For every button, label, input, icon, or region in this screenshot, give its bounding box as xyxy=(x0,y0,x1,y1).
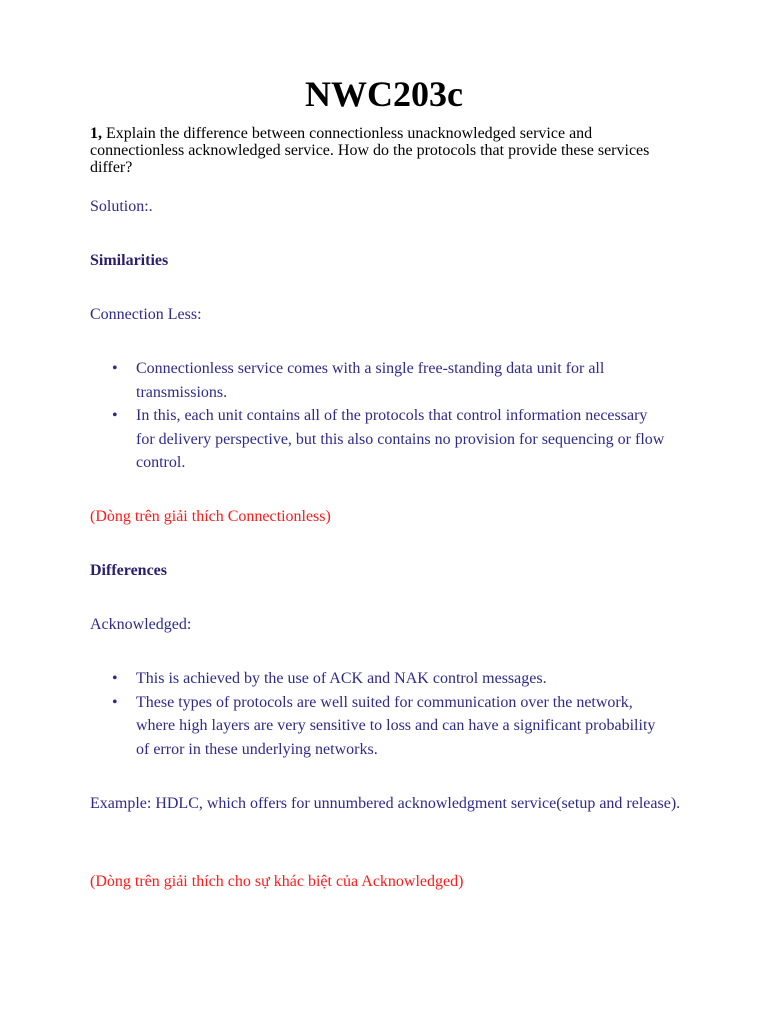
similarities-heading: Similarities xyxy=(90,252,169,269)
bullet-icon: • xyxy=(112,407,118,424)
differences-heading: Differences xyxy=(90,562,167,579)
connection-less-subheading: Connection Less: xyxy=(90,306,202,323)
list-item xyxy=(90,691,670,762)
bullet-icon: • xyxy=(112,693,118,711)
bullet-text: In this, each unit contains all of the protocols that control information necessary for delivery perspective, but this also contains no provision for sequencing or flow control. xyxy=(136,407,665,471)
bullet-text: Connectionless service comes with a single free-standing data unit for all transmissions. xyxy=(136,360,605,401)
example-text: Example: HDLC, which offers for unnumbered acknowledgment service(setup and release). xyxy=(90,795,681,812)
bullet-text: This is achieved by the use of ACK and NAK control messages. xyxy=(136,670,547,687)
connectionless-note: (Dòng trên giải thích Connectionless) xyxy=(90,508,331,525)
question-number: 1, xyxy=(90,125,102,142)
bullet-icon: • xyxy=(112,360,118,377)
list-item xyxy=(90,667,670,691)
acknowledged-subheading: Acknowledged: xyxy=(90,616,192,633)
list-item xyxy=(90,357,670,404)
solution-label: Solution:. xyxy=(90,198,153,215)
list-item xyxy=(90,404,670,475)
bullet-text: These types of protocols are well suited for communication over the network, where high layers are very sensitive to loss and can have a significant probability of error in these underlying networks. xyxy=(136,693,656,758)
document-title: NWC203c xyxy=(305,74,463,114)
bullet-icon: • xyxy=(112,670,118,687)
question-body: Explain the difference between connectionless unacknowledged service and connectionless acknowledged service. How do the protocols that provide these services differ? xyxy=(90,125,650,176)
differences-bullet-list xyxy=(90,667,670,761)
acknowledged-note: (Dòng trên giải thích cho sự khác biệt của Acknowledged) xyxy=(90,873,464,890)
question-text xyxy=(90,125,690,176)
similarities-bullet-list xyxy=(90,357,670,475)
